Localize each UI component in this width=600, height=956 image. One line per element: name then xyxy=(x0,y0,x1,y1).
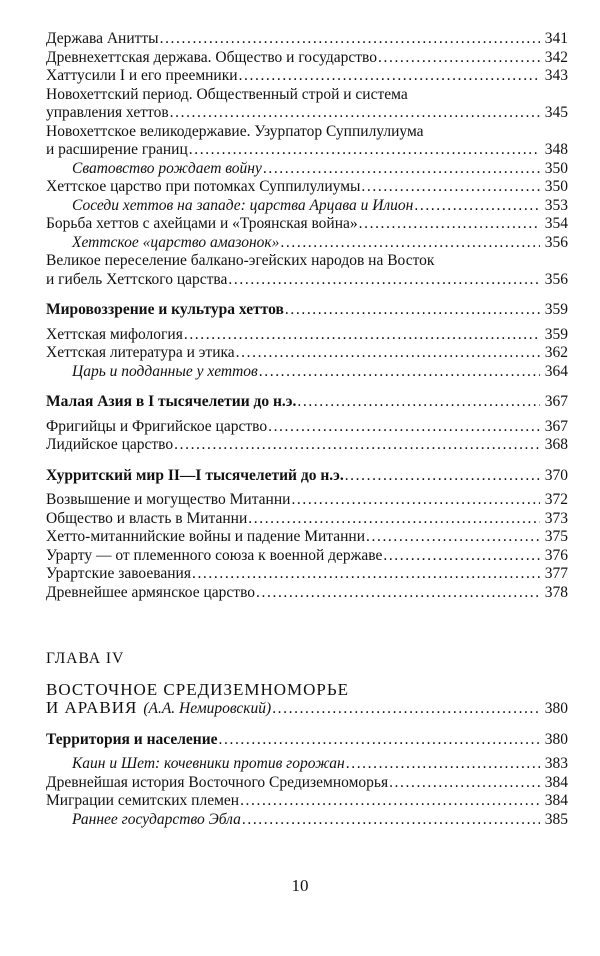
toc-entry-title: Миграции семитских племен xyxy=(46,792,240,809)
leader-dots xyxy=(291,491,540,510)
toc-entry-title: Общество и власть в Митанни xyxy=(46,509,248,527)
toc-entry xyxy=(46,418,568,437)
toc-entry-page: 354 xyxy=(544,215,568,232)
toc-entry-first-line: Новохеттский период. Общественный строй и система xyxy=(46,85,408,103)
toc-entry-title: Фригийцы и Фригийское царство xyxy=(46,417,268,435)
toc-section-heading xyxy=(46,301,568,320)
toc-entry-title: Возвышение и могущество Митанни xyxy=(46,491,291,508)
toc-entry-page: 378 xyxy=(544,583,568,601)
leader-dots xyxy=(361,178,540,197)
toc-section-heading xyxy=(46,393,568,412)
toc-entry-italic xyxy=(46,363,568,382)
toc-entry-page: 367 xyxy=(544,393,568,410)
chapter-title xyxy=(46,681,568,719)
toc-entry-title: Борьба хеттов с ахейцами и «Троянская война» xyxy=(46,215,358,232)
toc-entry-page: 350 xyxy=(544,178,568,195)
leader-dots xyxy=(383,547,540,566)
toc-entry-title: и гибель Хеттского царства xyxy=(46,270,228,288)
leader-dots xyxy=(263,160,540,179)
toc-entry-title: Хеттское царство при потомках Суппилулиумы xyxy=(46,178,361,195)
toc-entry-page: 345 xyxy=(544,104,568,121)
chapter-title-line2: И АРАВИЯ xyxy=(46,698,138,717)
toc-entry-page: 359 xyxy=(544,301,568,318)
toc-entry-page: 362 xyxy=(544,344,568,361)
toc-entry-page: 385 xyxy=(544,810,568,828)
toc-entry-title: Древнейшая история Восточного Средиземноморья xyxy=(46,773,389,791)
leader-dots xyxy=(285,301,540,320)
toc-entry xyxy=(46,215,568,234)
chapter-label: ГЛАВА IV xyxy=(46,650,125,667)
table-of-contents xyxy=(46,30,568,829)
leader-dots xyxy=(236,344,540,363)
toc-entry-italic xyxy=(46,811,568,830)
toc-entry-title: Древнейшее армянское царство xyxy=(46,583,256,601)
toc-entry-page: 356 xyxy=(544,270,568,288)
leader-dots xyxy=(378,49,540,68)
toc-entry-title: Хеттская литература и этика xyxy=(46,344,235,361)
toc-entry-page: 372 xyxy=(544,491,568,508)
toc-entry-title: и расширение границ xyxy=(46,141,188,158)
toc-entry-title: Хеттская мифология xyxy=(46,325,183,343)
leader-dots xyxy=(219,731,540,750)
toc-entry-page: 342 xyxy=(544,48,568,66)
toc-entry-page: 359 xyxy=(544,325,568,343)
toc-entry-page: 367 xyxy=(544,417,568,435)
toc-entry xyxy=(46,510,568,529)
toc-entry-title: Раннее государство Эбла xyxy=(72,810,241,828)
leader-dots xyxy=(240,792,540,811)
toc-entry xyxy=(46,547,568,566)
toc-entry-italic xyxy=(46,197,568,216)
leader-dots xyxy=(259,363,540,382)
toc-entry-title: Царь и подданные у хеттов xyxy=(72,362,258,380)
leader-dots xyxy=(268,418,540,437)
leader-dots xyxy=(192,565,540,584)
leader-dots xyxy=(242,811,540,830)
toc-entry-title: Сватовство рождает войну xyxy=(72,159,262,177)
chapter-page: 380 xyxy=(544,700,568,717)
leader-dots xyxy=(272,700,540,719)
toc-entry-title: Древнехеттская держава. Общество и государство xyxy=(46,48,378,66)
toc-entry xyxy=(46,436,568,455)
leader-dots xyxy=(256,584,540,603)
toc-entry-title: Урарту — от племенного союза к военной державе xyxy=(46,546,383,564)
toc-entry xyxy=(46,326,568,345)
toc-entry-first-line: Новохеттское великодержавие. Узурпатор Суппилулиума xyxy=(46,122,424,140)
toc-section-heading xyxy=(46,467,568,486)
toc-entry-title: Каин и Шет: кочевники против горожан xyxy=(72,755,345,772)
toc-entry xyxy=(46,67,568,86)
toc-entry xyxy=(46,178,568,197)
toc-entry-title: Лидийское царство xyxy=(46,436,174,453)
toc-entry-italic xyxy=(46,234,568,253)
toc-entry-page: 370 xyxy=(544,466,568,484)
leader-dots xyxy=(280,234,540,253)
toc-entry-title: управления хеттов xyxy=(46,104,169,121)
toc-entry-page: 341 xyxy=(544,30,568,47)
chapter-author: (А.А. Немировский) xyxy=(143,700,272,717)
leader-dots xyxy=(174,436,540,455)
leader-dots xyxy=(297,393,540,412)
leader-dots xyxy=(170,104,540,123)
toc-entry xyxy=(46,565,568,584)
toc-entry-page: 353 xyxy=(544,196,568,214)
toc-entry-title: Хаттусили I и его преемники xyxy=(46,67,238,84)
toc-entry-page: 348 xyxy=(544,141,568,158)
toc-entry-title: Хеттское «царство амазонок» xyxy=(72,233,280,251)
toc-entry-page: 350 xyxy=(544,159,568,177)
toc-entry-page: 377 xyxy=(544,565,568,582)
toc-entry-page: 384 xyxy=(544,792,568,809)
leader-dots xyxy=(239,67,540,86)
toc-entry-title: Территория и население xyxy=(46,730,218,748)
toc-entry xyxy=(46,774,568,793)
toc-entry-title: Малая Азия в I тысячелетии до н.э. xyxy=(46,393,297,410)
toc-entry-page: 364 xyxy=(544,362,568,380)
toc-entry-title: Хурритский мир II—I тысячелетий до н.э. xyxy=(46,466,344,484)
toc-entry-page: 383 xyxy=(544,755,568,772)
page-number: 10 xyxy=(291,876,309,895)
toc-entry xyxy=(46,123,568,160)
toc-entry xyxy=(46,252,568,289)
toc-entry-first-line: Великое переселение балкано-эгейских народов на Восток xyxy=(46,252,435,269)
leader-dots xyxy=(414,197,540,216)
toc-entry xyxy=(46,584,568,603)
leader-dots xyxy=(359,215,540,234)
leader-dots xyxy=(389,774,540,793)
toc-entry-italic xyxy=(46,160,568,179)
toc-entry-page: 373 xyxy=(544,509,568,527)
toc-entry-italic xyxy=(46,755,568,774)
leader-dots xyxy=(228,271,540,290)
leader-dots xyxy=(160,30,540,49)
leader-dots xyxy=(189,141,540,160)
toc-entry-title: Держава Анитты xyxy=(46,30,159,47)
toc-entry-page: 368 xyxy=(544,436,568,453)
toc-entry-page: 376 xyxy=(544,546,568,564)
toc-entry-page: 375 xyxy=(544,528,568,545)
toc-section-heading xyxy=(46,731,568,750)
toc-entry xyxy=(46,49,568,68)
leader-dots xyxy=(366,528,540,547)
toc-entry-page: 384 xyxy=(544,773,568,791)
toc-entry-title: Урартские завоевания xyxy=(46,565,191,582)
toc-entry xyxy=(46,344,568,363)
toc-entry-title: Хетто-митаннийские войны и падение Митанни xyxy=(46,528,366,545)
toc-entry-page: 356 xyxy=(544,233,568,251)
leader-dots xyxy=(345,467,540,486)
toc-entry xyxy=(46,30,568,49)
toc-entry-title: Соседи хеттов на западе: царства Арцава и Илион xyxy=(72,196,414,214)
toc-entry xyxy=(46,528,568,547)
toc-entry-title: Мировоззрение и культура хеттов xyxy=(46,301,284,318)
leader-dots xyxy=(346,755,540,774)
chapter-title-line1: ВОСТОЧНОЕ СРЕДИЗЕМНОМОРЬЕ xyxy=(46,679,350,699)
toc-entry-page: 380 xyxy=(544,730,568,748)
leader-dots xyxy=(248,510,540,529)
toc-entry xyxy=(46,792,568,811)
leader-dots xyxy=(184,326,540,345)
toc-entry xyxy=(46,86,568,123)
toc-entry xyxy=(46,491,568,510)
toc-entry-page: 343 xyxy=(544,67,568,84)
